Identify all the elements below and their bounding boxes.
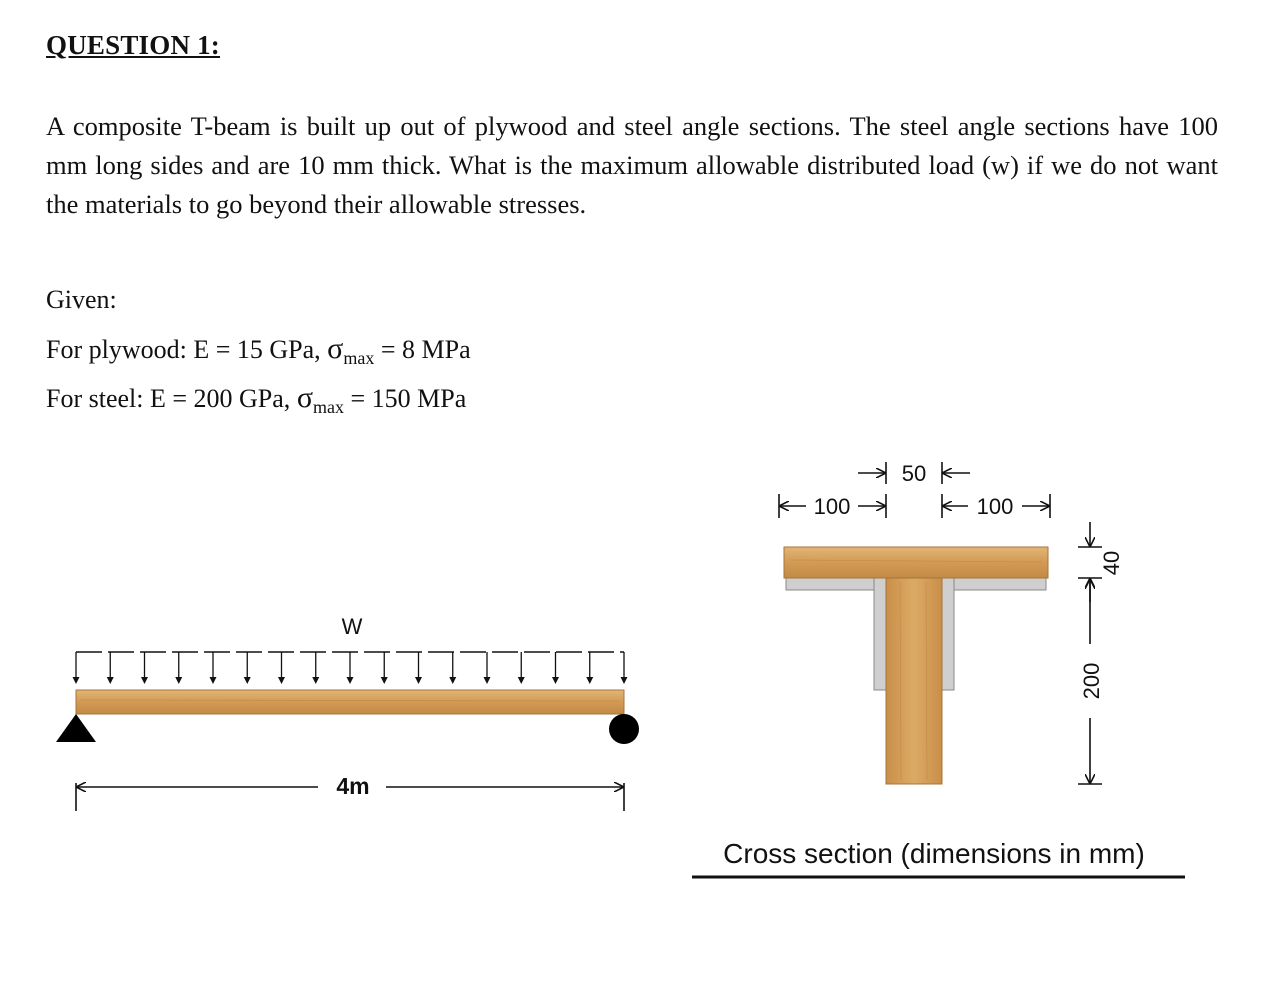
- steel-suffix: = 150 MPa: [343, 384, 467, 413]
- given-label: Given:: [46, 285, 117, 314]
- load-arrow-head: [210, 677, 217, 684]
- load-label: W: [341, 614, 363, 639]
- plywood-sigma-sub: max: [343, 348, 375, 368]
- steel-prefix: For steel: E = 200 GPa,: [46, 384, 297, 413]
- question-text: A composite T-beam is built up out of plywood and steel angle sections. The steel angle sections have 100 mm long sides and are 10 mm thick. What is the maximum allowable distributed load (w) if we do not want the materials to go beyond their allowable stresses.: [46, 111, 1218, 219]
- span-label: 4m: [336, 773, 370, 799]
- dim-right-label: 100: [976, 494, 1014, 519]
- distributed-load-arrows: [73, 652, 628, 684]
- steel-angle-left-leg: [874, 578, 886, 690]
- steel-angle-right-leg: [942, 578, 954, 690]
- plywood-suffix: = 8 MPa: [374, 335, 471, 364]
- cross-section-caption: Cross section (dimensions in mm): [723, 838, 1145, 869]
- load-arrow-head: [73, 677, 80, 684]
- load-arrow-head: [621, 677, 628, 684]
- dim-web-label: 200: [1079, 662, 1104, 700]
- load-arrow-head: [518, 677, 525, 684]
- plywood-prefix: For plywood: E = 15 GPa,: [46, 335, 328, 364]
- dim-flange-label: 40: [1099, 550, 1124, 576]
- load-arrow-head: [107, 677, 114, 684]
- load-arrow-head: [449, 677, 456, 684]
- load-arrow-head: [244, 677, 251, 684]
- load-arrow-head: [278, 677, 285, 684]
- load-arrow-head: [484, 677, 491, 684]
- dim-left-label: 100: [813, 494, 851, 519]
- plywood-sigma: σ: [327, 332, 344, 365]
- load-arrow-head: [141, 677, 148, 684]
- steel-angle-left-flange: [786, 578, 886, 590]
- steel-sigma-sub: max: [312, 397, 344, 417]
- question-heading: QUESTION 1:: [46, 30, 220, 60]
- load-arrow-head: [586, 677, 593, 684]
- roller-support: [609, 714, 639, 744]
- plywood-web: [886, 578, 942, 784]
- steel-sigma: σ: [296, 381, 313, 414]
- plywood-flange: [784, 547, 1048, 578]
- dim-gap-label: 50: [901, 461, 927, 486]
- beam: [76, 690, 624, 714]
- steel-angle-right-flange: [942, 578, 1046, 590]
- load-arrow-head: [415, 677, 422, 684]
- load-arrow-head: [552, 677, 559, 684]
- pin-support: [56, 714, 96, 742]
- load-arrow-head: [312, 677, 319, 684]
- load-arrow-head: [381, 677, 388, 684]
- load-arrow-head: [347, 677, 354, 684]
- load-arrow-head: [175, 677, 182, 684]
